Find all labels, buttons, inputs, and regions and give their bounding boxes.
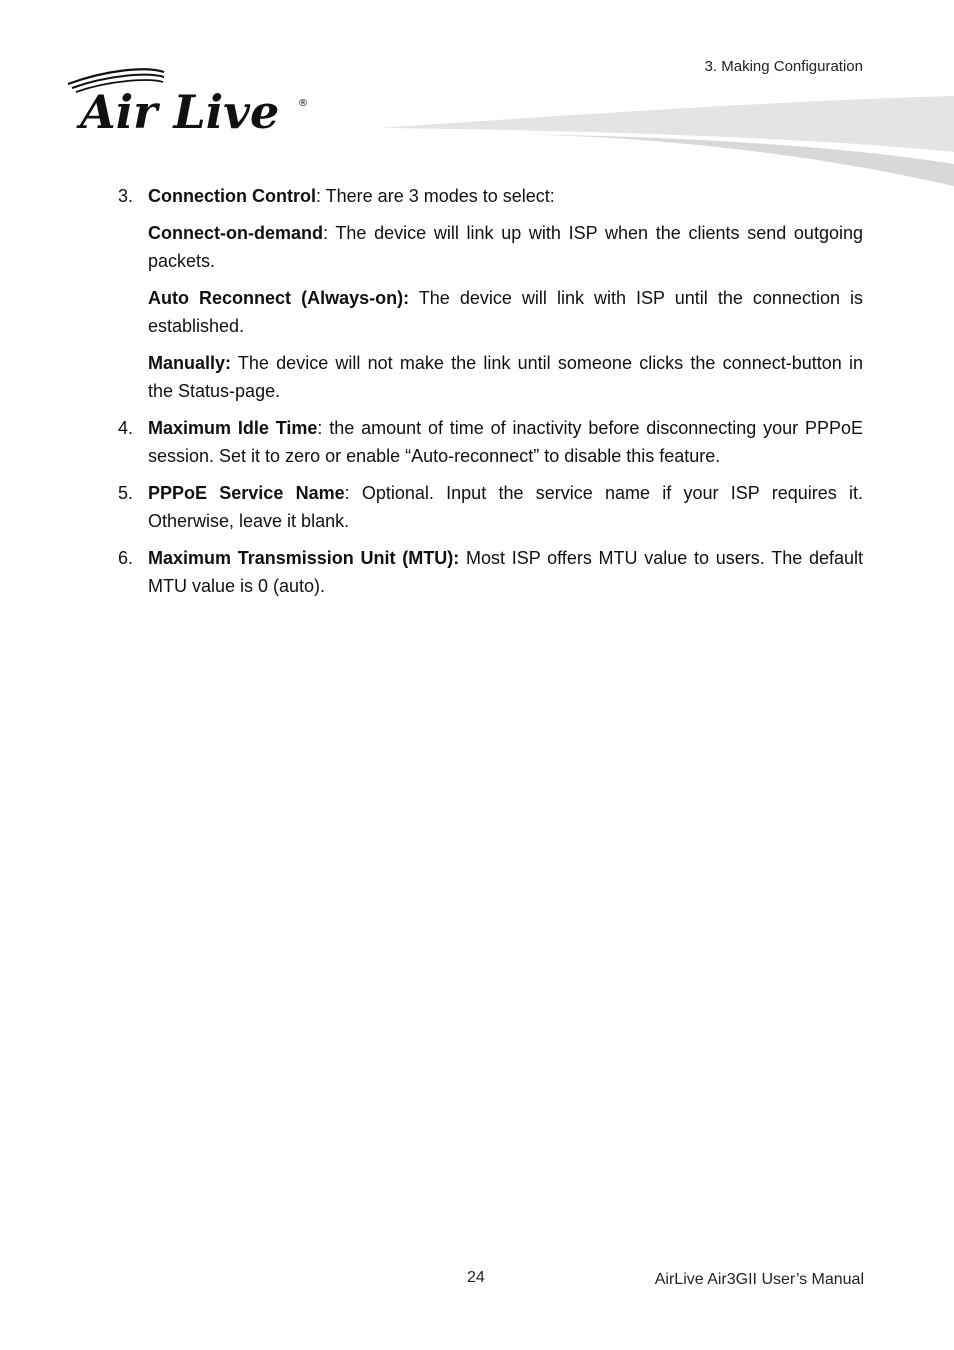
list-item <box>118 182 863 405</box>
paragraph <box>148 479 863 535</box>
item-number: 5. <box>118 483 134 503</box>
description: : There are 3 modes to select: <box>315 186 555 206</box>
list-item <box>118 414 863 470</box>
content-list <box>118 182 863 609</box>
paragraph <box>148 284 863 340</box>
description: : Optional. Input the service name if your ISP requires it. Otherwise, leave it blank. <box>148 483 863 531</box>
svg-text:Air Live: Air Live <box>80 85 280 138</box>
description: The device will link with ISP until the connection is established. <box>148 288 863 336</box>
paragraph <box>148 544 863 600</box>
term: Manually: <box>148 353 232 373</box>
airlive-logo <box>66 66 326 138</box>
description: : the amount of time of inactivity before disconnecting your PPPoE session. Set it to zero or enable “Auto-reconnect” to disable this feature. <box>148 418 863 466</box>
description: Most ISP offers MTU value to users. The default MTU value is 0 (auto). <box>148 548 863 596</box>
paragraph <box>148 182 863 210</box>
item-number: 4. <box>118 418 134 438</box>
item-number: 3. <box>118 186 134 206</box>
paragraph <box>148 349 863 405</box>
term: Maximum Idle Time <box>148 418 318 438</box>
page-number: 24 <box>467 1269 485 1286</box>
paragraph <box>148 414 863 470</box>
term: Connection Control <box>148 186 316 206</box>
term: PPPoE Service Name <box>148 483 345 503</box>
item-number: 6. <box>118 548 134 568</box>
term: Connect-on-demand <box>148 223 323 243</box>
list-item <box>118 479 863 535</box>
manual-title: AirLive Air3GII User’s Manual <box>654 1271 864 1288</box>
list-item <box>118 544 863 600</box>
term: Auto Reconnect (Always-on): <box>148 288 410 308</box>
paragraph <box>148 219 863 275</box>
term: Maximum Transmission Unit (MTU): <box>148 548 460 568</box>
svg-text:®: ® <box>298 98 308 109</box>
header-swoosh <box>380 90 954 190</box>
section-title: 3. Making Configuration <box>704 58 863 75</box>
description: : The device will link up with ISP when the clients send outgoing packets. <box>148 223 863 271</box>
description: The device will not make the link until someone clicks the connect-button in the Status-page. <box>148 353 863 401</box>
